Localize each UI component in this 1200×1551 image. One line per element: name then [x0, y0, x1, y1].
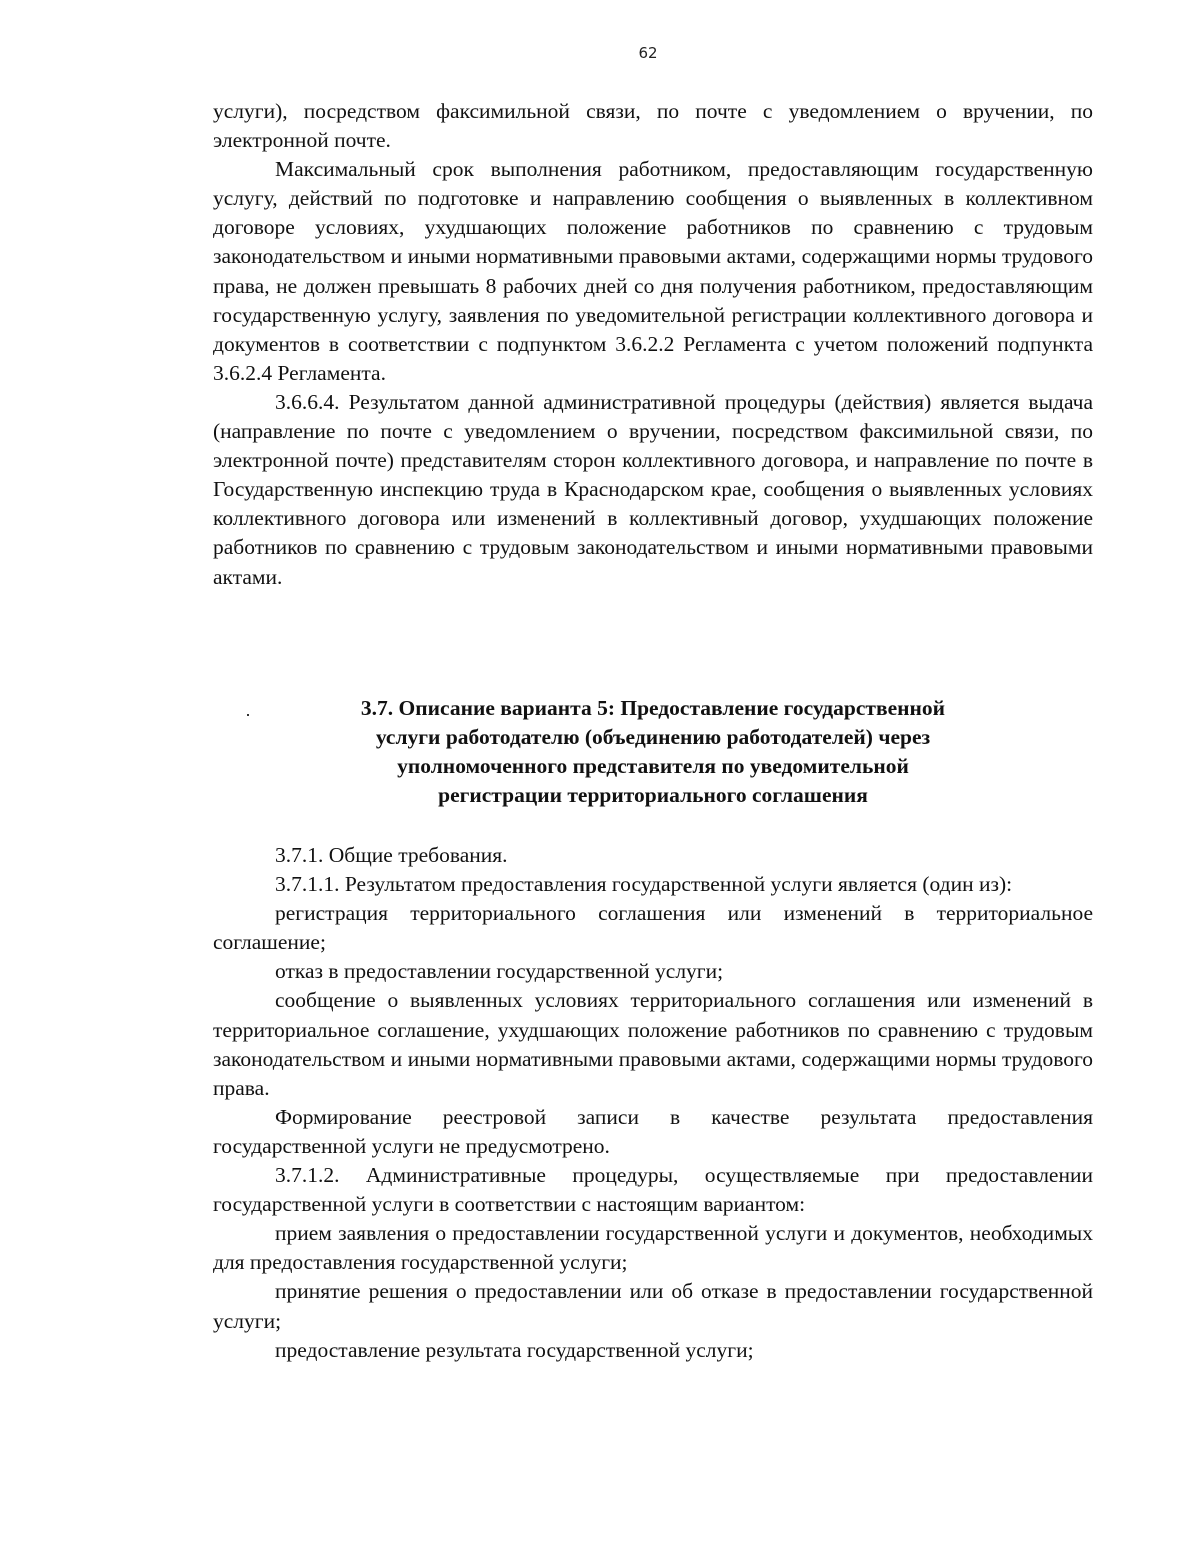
- paragraph-3-7-1-2: 3.7.1.2. Административные процедуры, осуществляемые при предоставлении государственной услуги в соответствии с настоящим вариантом:: [213, 1163, 1093, 1217]
- heading-line: 3.7. Описание варианта 5: Предоставление государственной: [360, 696, 946, 720]
- paragraph-registry-record: Формирование реестровой записи в качестве результата предоставления государственной услуги не предусмотрено.: [213, 1104, 1093, 1158]
- paragraph-3-7-1: 3.7.1. Общие требования.: [275, 843, 508, 867]
- list-item-decision: принятие решения о предоставлении или об отказе в предоставлении государственной услуги;: [213, 1279, 1093, 1333]
- heading-line: регистрации территориального соглашения: [438, 783, 868, 808]
- heading-line: услуги работодателю (объединению работодателей) через: [375, 725, 931, 750]
- paragraph-3-7-1-1: 3.7.1.1. Результатом предоставления государственной услуги является (один из):: [275, 872, 1013, 897]
- list-item-refusal: отказ в предоставлении государственной услуги;: [275, 959, 724, 984]
- list-item-result-delivery: предоставление результата государственной услуги;: [275, 1337, 754, 1362]
- paragraph-max-term: Максимальный срок выполнения работником, предоставляющим государственную услугу, действий по подготовке и направлению сообщения о выявленных в коллективном договоре условиях, ухудшающих положение работников по сравнению с трудовым законодательством и иными нормативными правовыми актами, содержащими нормы трудового права, не должен превышать 8 рабочих дней со дня получения работником, предоставляющим государственную услугу, заявления по уведомительной регистрации коллективного договора и документов в соответствии с подпунктом 3.6.2.2 Регламента с учетом положений подпункта 3.6.2.4 Регламента.: [213, 157, 1093, 385]
- list-item-registration: регистрация территориального соглашения или изменений в территориальное соглашение;: [213, 901, 1093, 955]
- list-item-application-intake: прием заявления о предоставлении государственной услуги и документов, необходимых для предоставления государственной услуги;: [213, 1221, 1093, 1275]
- paragraph-3-6-6-4: 3.6.6.4. Результатом данной административной процедуры (действия) является выдача (направление по почте с уведомлением о вручении, посредством факсимильной связи, по электронной почте) представителям сторон коллективного договора, и направление по почте в Государственную инспекцию труда в Краснодарском крае, сообщения о выявленных условиях коллективного договора или изменений в коллективный договор, ухудшающих положение работников по сравнению с трудовым законодательством и иными нормативными правовыми актами.: [213, 389, 1093, 589]
- heading-line: уполномоченного представителя по уведомительной: [397, 754, 909, 779]
- section-heading-3-7: [213, 694, 1093, 810]
- page-number: 62: [638, 44, 658, 62]
- list-item-message: сообщение о выявленных условиях территориального соглашения или изменений в территориальное соглашение, ухудшающих положение работников по сравнению с трудовым законодательством и иными нормативными правовыми актами, содержащими нормы трудового права.: [213, 988, 1093, 1100]
- top-text-block: [213, 97, 1093, 592]
- paragraph-continuation: услуги), посредством факсимильной связи, по почте с уведомлением о вручении, по электронной почте.: [213, 99, 1093, 153]
- bottom-text-block: [213, 841, 1093, 1365]
